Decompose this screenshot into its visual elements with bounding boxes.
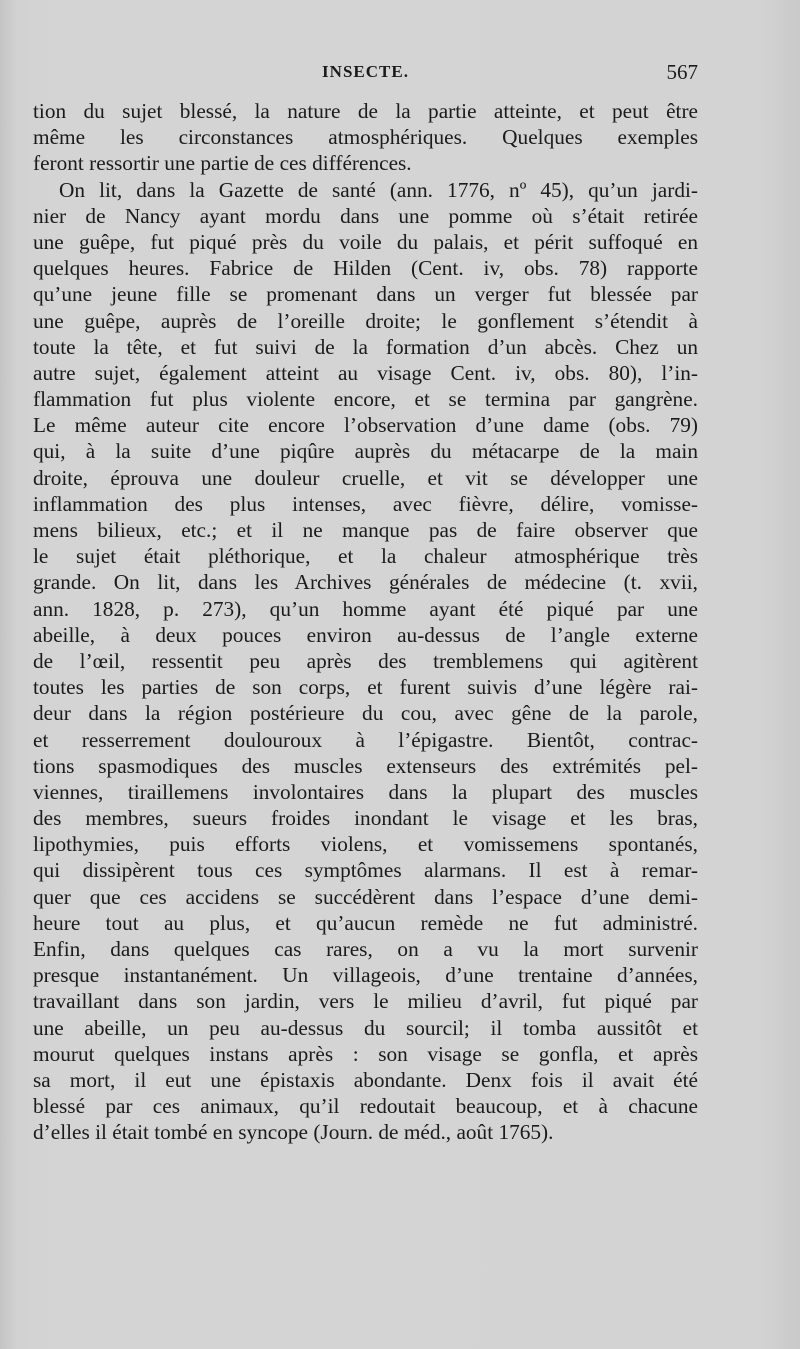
text-line: qui, à la suite d’une piqûre auprès du métacarpe de la main [33,439,698,464]
text-line: même les circonstances atmosphériques. Quelques exemples [33,125,698,150]
text-line: On lit, dans la Gazette de santé (ann. 1776, nº 45), qu’un jardi- [59,177,698,202]
text-line: flammation fut plus violente encore, et se termina par gangrène. [33,387,698,412]
text-line: droite, éprouva une douleur cruelle, et vit se développer une [33,465,698,490]
text-line: lipothymies, puis efforts violens, et vomissemens spontanés, [33,832,698,857]
text-line: de l’œil, ressentit peu après des tremblemens qui agitèrent [33,648,698,673]
text-line: inflammation des plus intenses, avec fièvre, délire, vomisse- [33,491,698,516]
text-line: ann. 1828, p. 273), qu’un homme ayant été piqué par une [33,596,698,621]
text-line: quelques heures. Fabrice de Hilden (Cent. iv, obs. 78) rapporte [33,256,698,281]
text-line: une guêpe, auprès de l’oreille droite; le gonflement s’étendit à [33,308,698,333]
text-line: Enfin, dans quelques cas rares, on a vu la mort survenir [33,937,698,961]
text-line: blessé par ces animaux, qu’il redoutait beaucoup, et à chacune [33,1094,698,1119]
running-head [33,62,698,92]
text-line: toutes les parties de son corps, et furent suivis d’une légère rai- [33,675,698,700]
text-line: d’elles il était tombé en syncope (Journ. de méd., août 1765). [33,1120,554,1145]
text-line: Le même auteur cite encore l’observation d’une dame (obs. 79) [33,413,698,438]
text-line: viennes, tiraillemens involontaires dans la plupart des muscles [33,779,698,804]
text-line: autre sujet, également atteint au visage Cent. iv, obs. 80), l’in- [33,360,698,385]
text-line: toute la tête, et fut suivi de la formation d’un abcès. Chez un [33,334,698,359]
text-line: abeille, à deux pouces environ au-dessus de l’angle externe [33,622,698,647]
text-line: et resserrement doulouroux à l’épigastre. Bientôt, contrac- [33,727,698,752]
text-line: nier de Nancy ayant mordu dans une pomme où s’était retirée [33,203,698,228]
text-line: heure tout au plus, et qu’aucun remède ne fut administré. [33,910,698,935]
text-line: travaillant dans son jardin, vers le milieu d’avril, fut piqué par [33,989,698,1014]
text-line: qu’une jeune fille se promenant dans un verger fut blessée par [33,282,698,307]
page-number: 567 [666,60,698,84]
text-line: deur dans la région postérieure du cou, avec gêne de la parole, [33,701,698,726]
text-line: qui dissipèrent tous ces symptômes alarmans. Il est à remar- [33,858,698,883]
text-line: mourut quelques instans après : son visage se gonfla, et après [33,1041,698,1066]
text-line: sa mort, il eut une épistaxis abondante. Denx fois il avait été [33,1067,698,1092]
text-line: presque instantanément. Un villageois, d’une trentaine d’années, [33,963,698,988]
text-line: le sujet était pléthorique, et la chaleur atmosphérique très [33,544,698,569]
text-line: des membres, sueurs froides inondant le visage et les bras, [33,806,698,831]
running-title: INSECTE. [322,62,409,81]
text-line: quer que ces accidens se succédèrent dans l’espace d’une demi- [33,884,698,909]
text-line: mens bilieux, etc.; et il ne manque pas de faire observer que [33,518,698,542]
text-line: tion du sujet blessé, la nature de la partie atteinte, et peut être [33,99,698,123]
text-line: feront ressortir une partie de ces différences. [33,151,412,176]
text-line: une guêpe, fut piqué près du voile du palais, et périt suffoqué en [33,229,698,254]
text-line: grande. On lit, dans les Archives générales de médecine (t. xvii, [33,570,698,595]
text-line: une abeille, un peu au-dessus du sourcil; il tomba aussitôt et [33,1015,698,1040]
body-text [33,98,698,1146]
text-line: tions spasmodiques des muscles extenseurs des extrémités pel- [33,753,698,778]
